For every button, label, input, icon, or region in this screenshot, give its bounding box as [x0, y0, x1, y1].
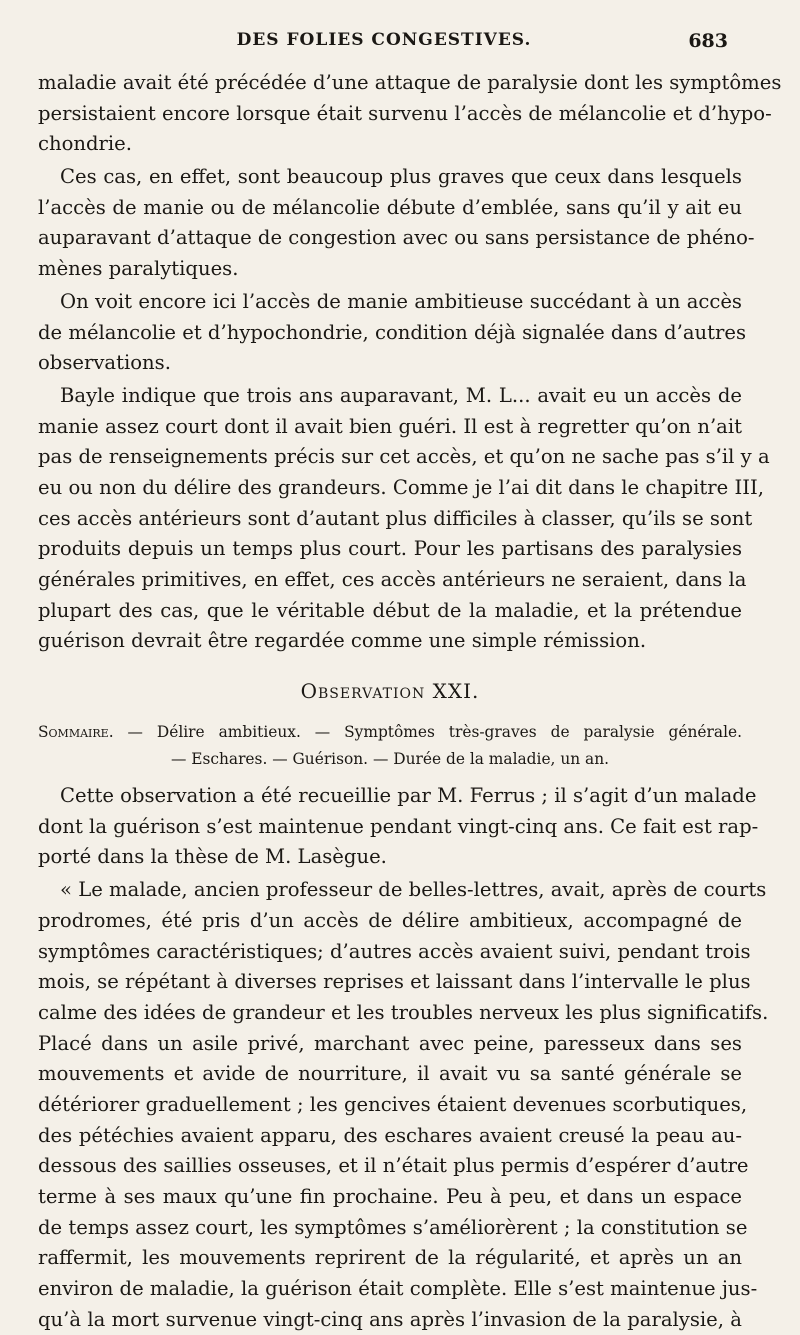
text-line: Cette observation a été recueillie par M. Ferrus ; il s’agit d’un malade [60, 784, 757, 808]
text-line: dessous des saillies osseuses, et il n’était plus permis d’espérer d’autre [38, 1154, 749, 1178]
text-line: mouvements et avide de nourriture, il avait vu sa santé générale se [38, 1062, 742, 1086]
page-header [40, 30, 728, 60]
text-line: manie assez court dont il avait bien guéri. Il est à regretter qu’on n’ait [38, 414, 742, 438]
text-line: mois, se répétant à diverses reprises et laissant dans l’intervalle le plus [38, 970, 751, 994]
text-line: observations. [38, 351, 171, 375]
text-line: maladie avait été précédée d’une attaque de paralysie dont les symptômes [38, 71, 782, 94]
paragraph [38, 381, 770, 657]
text-line: des pétéchies avaient apparu, des eschares avaient creusé la peau au- [38, 1123, 742, 1147]
text-line: prodromes, été pris d’un accès de délire ambitieux, accompagné de [38, 908, 742, 932]
text-line: calme des idées de grandeur et les troubles nerveux les plus significatifs. [38, 1000, 769, 1024]
text-line: auparavant d’attaque de congestion avec ou sans persistance de phéno- [38, 226, 755, 250]
paragraph [38, 287, 747, 379]
text-line: symptômes caractéristiques; d’autres accès avaient suivi, pendant trois [38, 939, 751, 963]
text-line: détériorer graduellement ; les gencives étaient devenues scorbutiques, [38, 1092, 748, 1116]
page-number: 683 [688, 30, 728, 52]
text-line: ces accès antérieurs sont d’autant plus difficiles à classer, qu’ils se sont [38, 506, 753, 530]
text-line: environ de maladie, la guérison était complète. Elle s’est maintenue jus- [38, 1277, 758, 1301]
text-line: guérison devrait être regardée comme une simple rémission. [38, 629, 647, 653]
paragraph [38, 162, 755, 285]
paragraph [38, 781, 759, 873]
text-line: mènes paralytiques. [38, 257, 239, 281]
text-line: l’accès de manie ou de mélancolie débute d’emblée, sans qu’il y ait eu [38, 195, 742, 219]
body-text [38, 68, 782, 1335]
text-line: raffermit, les mouvements reprirent de la régularité, et après un an [38, 1246, 742, 1270]
text-line: Placé dans un asile privé, marchant avec peine, paresseux dans ses [38, 1031, 742, 1055]
paragraph [38, 875, 769, 1335]
running-title: DES FOLIES CONGESTIVES. [236, 30, 532, 50]
text-line: persistaient encore lorsque était survenu l’accès de mélancolie et d’hypo- [38, 101, 772, 125]
text-line: eu ou non du délire des grandeurs. Comme je l’ai dit dans le chapitre III, [38, 475, 764, 499]
text-line: de temps assez court, les symptômes s’améliorèrent ; la constitution se [38, 1215, 748, 1239]
observation-title: Observation XXI. [300, 679, 480, 704]
text-line: qu’à la mort survenue vingt-cinq ans après l’invasion de la paralysie, à [38, 1307, 742, 1331]
text-line: « Le malade, ancien professeur de belles-lettres, avait, après de courts [60, 878, 767, 902]
text-line: porté dans la thèse de M. Lasègue. [38, 845, 387, 869]
observation-summary [38, 719, 742, 773]
text-line: On voit encore ici l’accès de manie ambitieuse succédant à un accès [60, 289, 742, 313]
text-line: générales primitives, en effet, ces accès antérieurs ne seraient, dans la [38, 568, 747, 591]
text-line: Ces cas, en effet, sont beaucoup plus graves que ceux dans lesquels [60, 165, 742, 189]
text-line: produits depuis un temps plus court. Pour les partisans des paralysies [38, 537, 742, 561]
summary-line: — Délire ambitieux. — Symptômes très-graves de paralysie générale. [127, 723, 742, 742]
text-line: terme à ses maux qu’une fin prochaine. Peu à peu, et dans un espace [38, 1185, 742, 1208]
summary-label: Sommaire. [38, 723, 114, 742]
text-line: pas de renseignements précis sur cet accès, et qu’on ne sache pas s’il y a [38, 445, 770, 469]
text-line: plupart des cas, que le véritable début de la maladie, et la prétendue [38, 598, 742, 622]
text-line: de mélancolie et d’hypochondrie, condition déjà signalée dans d’autres [38, 320, 747, 344]
text-line: dont la guérison s’est maintenue pendant vingt-cinq ans. Ce fait est rap- [38, 814, 759, 838]
text-line: chondrie. [38, 132, 133, 156]
paragraph [38, 68, 782, 160]
text-line: Bayle indique que trois ans auparavant, M. L... avait eu un accès de [60, 383, 742, 407]
summary-line: — Eschares. — Guérison. — Durée de la maladie, un an. [170, 750, 610, 769]
